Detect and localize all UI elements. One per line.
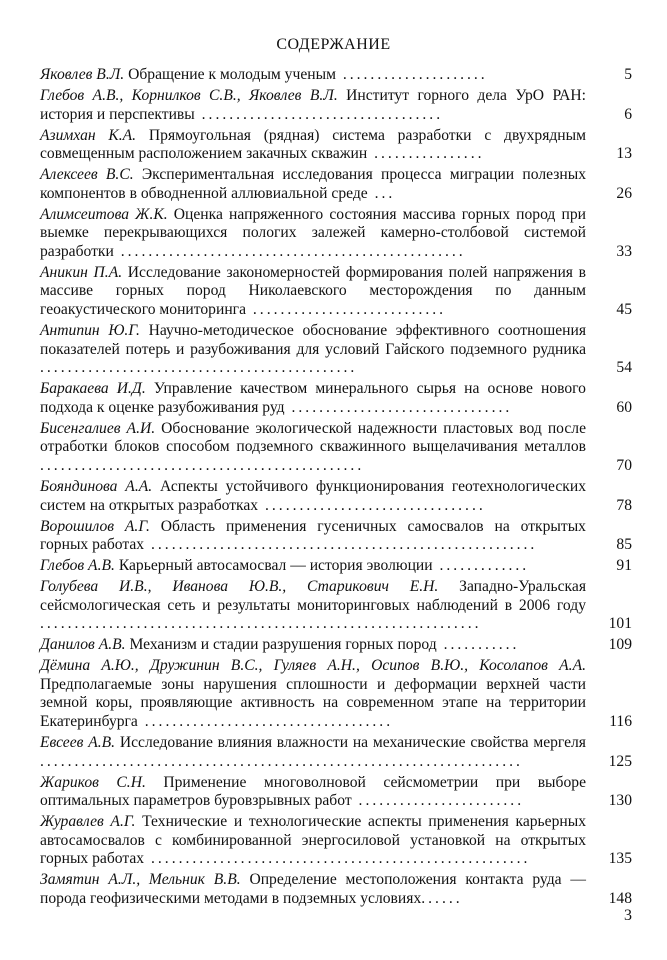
- toc-entry-title: Область применения гусеничных самосвалов на открытых горных работах: [40, 517, 586, 554]
- toc-leader-dots: .......................................................: [144, 850, 531, 868]
- toc-entry-title: Определение местоположения контакта руда — порода геофизическими методами в подземных условиях: [40, 871, 586, 907]
- toc-entry-page: 101: [608, 615, 632, 633]
- toc-entry-authors: Жариков С.Н.: [40, 773, 146, 791]
- toc-leader-dots: ......: [421, 889, 463, 907]
- toc-leader-dots: ................................................................: [40, 615, 482, 633]
- toc-leader-dots: ...............................................: [40, 457, 365, 474]
- toc-leader-dots: ........................................................: [144, 536, 538, 554]
- toc-entry-page: 148: [608, 889, 632, 907]
- toc-entry-page: 85: [616, 536, 632, 554]
- toc-entry-title: Применение многоволновой сейсмометрии при выборе оптимальных параметров буровзрывных работ: [40, 773, 586, 810]
- toc-entry: [40, 66, 632, 85]
- toc-entry-title: Прямоугольная (рядная) система разработки с двухрядным совмещенным расположением закачных скважин: [40, 126, 586, 163]
- toc-entry-text: [40, 774, 586, 811]
- toc-entry-authors: Азимхан К.А.: [40, 126, 137, 144]
- toc-leader-dots: .....................: [335, 66, 488, 83]
- toc-entry-title: Аспекты устойчивого функционирования геотехнологических систем на открытых разработках: [40, 477, 587, 514]
- toc-entry-text: [40, 518, 586, 555]
- toc-entry: [40, 264, 632, 320]
- toc-leader-dots: ...........: [436, 636, 520, 654]
- toc-entry-page: 130: [608, 792, 632, 810]
- toc-entry-page: 135: [608, 850, 632, 868]
- toc-leader-dots: ..............................................: [40, 359, 358, 377]
- toc-entry-authors: Журавлев А.Г.: [40, 813, 136, 831]
- toc-entry: [40, 636, 632, 655]
- toc-entry-text: [40, 264, 586, 320]
- toc-entry: [40, 578, 632, 634]
- toc-entry-authors: Замятин А.Л., Мельник В.В.: [40, 871, 241, 889]
- toc-entry: [40, 657, 632, 731]
- toc-entry-page: 116: [609, 713, 632, 731]
- toc-entry-text: [40, 87, 586, 124]
- page-number: 3: [624, 907, 632, 924]
- toc-entry-page: 6: [624, 105, 632, 123]
- toc-entry-authors: Баракаева И.Д.: [40, 380, 146, 398]
- toc-leader-dots: ......................................................................: [40, 752, 523, 770]
- toc-entry: [40, 557, 632, 576]
- toc-entry-authors: Бисенгалиев А.И.: [40, 419, 156, 437]
- toc-entry-page: 91: [616, 557, 632, 575]
- toc-entry-text: [40, 206, 586, 262]
- toc-leader-dots: ............................: [246, 301, 447, 319]
- toc-entry: [40, 478, 632, 515]
- toc-leader-dots: ................................: [284, 398, 513, 416]
- toc-entry-page: 78: [616, 496, 632, 514]
- toc-entry-text: [40, 657, 586, 731]
- toc-entry-authors: Ворошилов А.Г.: [40, 517, 150, 535]
- toc-entry-authors: Алимсеитова Ж.К.: [40, 205, 168, 223]
- toc-heading: СОДЕРЖАНИЕ: [276, 36, 391, 53]
- toc-entry-title: Предполагаемые зоны нарушения сплошности и деформации верхней части земной коры, проявляющие активность на современном этапе на территории Екатеринбурга: [40, 675, 586, 731]
- toc-entry: [40, 322, 632, 378]
- toc-entry-text: [40, 813, 586, 869]
- toc-entry-authors: Яковлев В.Л.: [40, 66, 125, 83]
- toc-entry-page: 54: [616, 359, 632, 377]
- toc-entry-page: 26: [616, 184, 632, 202]
- toc-entry-text: [40, 66, 586, 85]
- toc-entry-authors: Антипин Ю.Г.: [40, 322, 140, 340]
- toc-entry-title: Экспериментальная исследования процесса миграции полезных компонентов в обводненной аллювиальной среде: [40, 166, 586, 202]
- toc-entry: [40, 127, 632, 164]
- toc-leader-dots: ...: [367, 184, 396, 202]
- toc-entry-page: 13: [616, 145, 632, 163]
- toc-entry-page: 45: [616, 301, 632, 319]
- toc-entry: [40, 420, 632, 476]
- toc-entry-authors: Данилов А.В.: [40, 636, 126, 654]
- toc-entry-authors: Евсеев А.В.: [40, 734, 116, 752]
- toc-entry-text: [40, 127, 586, 164]
- toc-entry-authors: Глебов А.В., Корнилков С.В., Яковлев В.Л.: [40, 86, 338, 104]
- toc-leader-dots: ........................: [351, 792, 525, 810]
- toc-entry-text: [40, 734, 586, 771]
- toc-entry-authors: Голубева И.В., Иванова Ю.В., Старикович Е.Н.: [40, 578, 439, 596]
- toc-entry-title: Исследование влияния влажности на механические свойства мергеля: [119, 734, 586, 752]
- toc-entry-text: [40, 166, 586, 203]
- toc-entry-title: Научно-методическое обоснование эффективного соотношения показателей потерь и разубоживания для условий Гайского подземного рудника: [40, 322, 586, 358]
- toc-leader-dots: ....................................: [137, 713, 394, 731]
- toc-entry-page: 5: [624, 66, 632, 83]
- toc-entry: [40, 813, 632, 869]
- toc-leader-dots: ................: [367, 145, 485, 163]
- toc-entry-authors: Алексеев В.С.: [40, 166, 134, 184]
- toc-entry-title: Технические и технологические аспекты применения карьерных автосамосвалов с комбинированной энергосиловой установкой на открытых горных работах: [40, 813, 586, 868]
- toc-entry: [40, 87, 632, 124]
- toc-entry-page: 70: [616, 457, 632, 474]
- toc-entry: [40, 774, 632, 811]
- toc-entry-text: [40, 871, 586, 908]
- toc-entry-text: [40, 578, 586, 634]
- toc-entry-authors: Дёмина А.Ю., Дружинин В.С., Гуляев А.Н., Осипов В.Ю., Косолапов А.А.: [40, 657, 586, 675]
- toc-entry-authors: Аникин П.А.: [40, 263, 123, 281]
- toc-entry-title: Механизм и стадии разрушения горных пород: [129, 636, 437, 654]
- toc-entry-text: [40, 420, 586, 476]
- toc-entry-page: 33: [616, 242, 632, 260]
- toc-entry: [40, 871, 632, 908]
- table-of-contents: [40, 66, 632, 911]
- toc-entry-authors: Бояндинова А.А.: [40, 477, 153, 495]
- toc-leader-dots: .............: [432, 557, 530, 575]
- toc-entry-title: Оценка напряженного состояния массива горных пород при выемке перекрывающихся пологих залежей камерно-столбовой системой разработки: [40, 205, 586, 260]
- toc-entry-title: Обращение к молодым ученым: [128, 66, 336, 83]
- toc-entry-title: Западно-Уральская сейсмологическая сеть и результаты мониторинговых наблюдений в 2006 году: [40, 578, 586, 614]
- toc-entry-title: Обоснование экологической надежности пластовых вод после отработки блоков способом подземного скважинного выщелачивания металлов: [40, 419, 586, 456]
- toc-entry: [40, 518, 632, 555]
- toc-entry-authors: Глебов А.В.: [40, 557, 115, 575]
- toc-entry: [40, 380, 632, 417]
- toc-entry-text: [40, 478, 586, 515]
- toc-entry-title: Институт горного дела УрО РАН: история и перспективы: [40, 86, 586, 123]
- toc-entry: [40, 206, 632, 262]
- toc-entry: [40, 734, 632, 771]
- toc-entry-text: [40, 380, 586, 417]
- toc-entry-text: [40, 322, 586, 378]
- toc-entry-title: Карьерный автосамосвал — история эволюции: [118, 557, 433, 575]
- toc-entry: [40, 166, 632, 203]
- toc-entry-text: [40, 557, 586, 576]
- toc-leader-dots: ..................................................: [113, 242, 466, 260]
- toc-entry-page: 60: [616, 398, 632, 416]
- toc-entry-text: [40, 636, 586, 655]
- toc-leader-dots: ................................: [258, 496, 486, 514]
- toc-entry-title: Исследование закономерностей формирования полей напряжения в массиве горных пород Николаевского месторождения по данным геоакустического мониторинга: [40, 263, 586, 319]
- toc-entry-page: 109: [608, 636, 632, 654]
- toc-leader-dots: ...................................: [194, 105, 444, 123]
- toc-entry-page: 125: [608, 752, 632, 770]
- toc-entry-title: Управление качеством минерального сырья на основе нового подхода к оценке разубоживания руд: [40, 380, 586, 416]
